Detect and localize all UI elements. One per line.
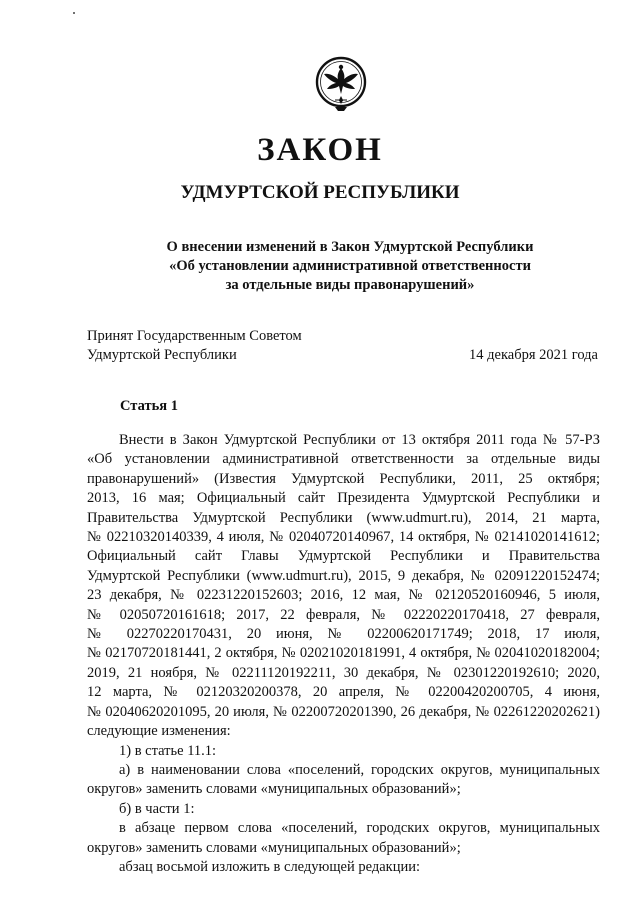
body-line: № 02040620201095, 20 июля, № 02200720201390, 26 декабря, № 02261220202621): [87, 703, 600, 720]
article-title: Статья 1: [120, 398, 178, 414]
body-line: Официальный сайт Главы Удмуртской Республики и Правительства: [87, 548, 600, 565]
document-subtitle: УДМУРТСКОЙ РЕСПУБЛИКИ: [180, 182, 460, 203]
body-line: 12 марта, № 02120320200378, 20 апреля, № 02200420200705, 4 июня,: [87, 684, 600, 701]
body-line: Правительства Удмуртской Республики (www.udmurt.ru), 2014, 21 марта,: [87, 509, 600, 526]
body-line: а) в наименовании слова «поселений, городских округов, муниципальных: [119, 761, 600, 778]
body-line: б) в части 1:: [119, 800, 195, 817]
body-line: Удмуртской Республики (www.udmurt.ru), 2015, 9 декабря, № 02091220152474;: [87, 567, 600, 584]
body-line: абзац восьмой изложить в следующей редакции:: [119, 858, 421, 875]
adoption-body-line: Удмуртской Республики: [87, 347, 237, 363]
body-line: 1) в статье 11.1:: [119, 742, 217, 759]
law-name-line: О внесении изменений в Закон Удмуртской Республики: [166, 239, 534, 255]
adoption-date: 14 декабря 2021 года: [469, 347, 598, 363]
law-name: [100, 238, 600, 295]
scan-speck: [73, 12, 75, 14]
adoption-body: [87, 327, 302, 365]
body-line: 2019, 21 ноября, № 02211120192211, 30 декабря, № 02301220192610; 2020,: [87, 664, 600, 681]
document-title: ЗАКОН: [257, 132, 383, 168]
body-line: № 02210320140339, 4 июля, № 02040720140967, 14 октября, № 02141020141612;: [87, 529, 600, 546]
law-name-line: за отдельные виды правонарушений»: [225, 277, 475, 293]
body-line: «Об установлении административной ответственности за отдельные виды: [87, 451, 600, 468]
body-line: № 02170720181441, 2 октября, № 02021020181991, 4 октября, № 02041020182004;: [87, 645, 600, 662]
body-line: 23 декабря, № 02231220152603; 2016, 12 мая, № 02120520160946, 5 июля,: [87, 587, 600, 604]
law-name-line: «Об установлении административной ответственности: [169, 258, 531, 274]
body-line: правонарушений» (Известия Удмуртской Республики, 2011, 25 октября;: [87, 470, 600, 487]
body-line: Внести в Закон Удмуртской Республики от 13 октября 2011 года № 57-РЗ: [119, 432, 600, 448]
article-body: [87, 431, 600, 877]
body-line: округов» заменить словами «муниципальных образований»;: [87, 781, 461, 798]
body-line: округов» заменить словами «муниципальных образований»;: [87, 839, 461, 856]
body-line: следующие изменения:: [87, 723, 231, 740]
emblem-icon: [313, 56, 369, 116]
body-line: в абзаце первом слова «поселений, городских округов, муниципальных: [119, 820, 600, 837]
body-line: № 02050720161618; 2017, 22 февраля, № 02220220170418, 27 февраля,: [87, 606, 600, 623]
body-line: 2013, 16 мая; Официальный сайт Президента Удмуртской Республики и: [87, 490, 600, 507]
body-line: № 02270220170431, 20 июня, № 02200620171749; 2018, 17 июля,: [87, 626, 600, 643]
adoption-body-line: Принят Государственным Советом: [87, 328, 302, 344]
